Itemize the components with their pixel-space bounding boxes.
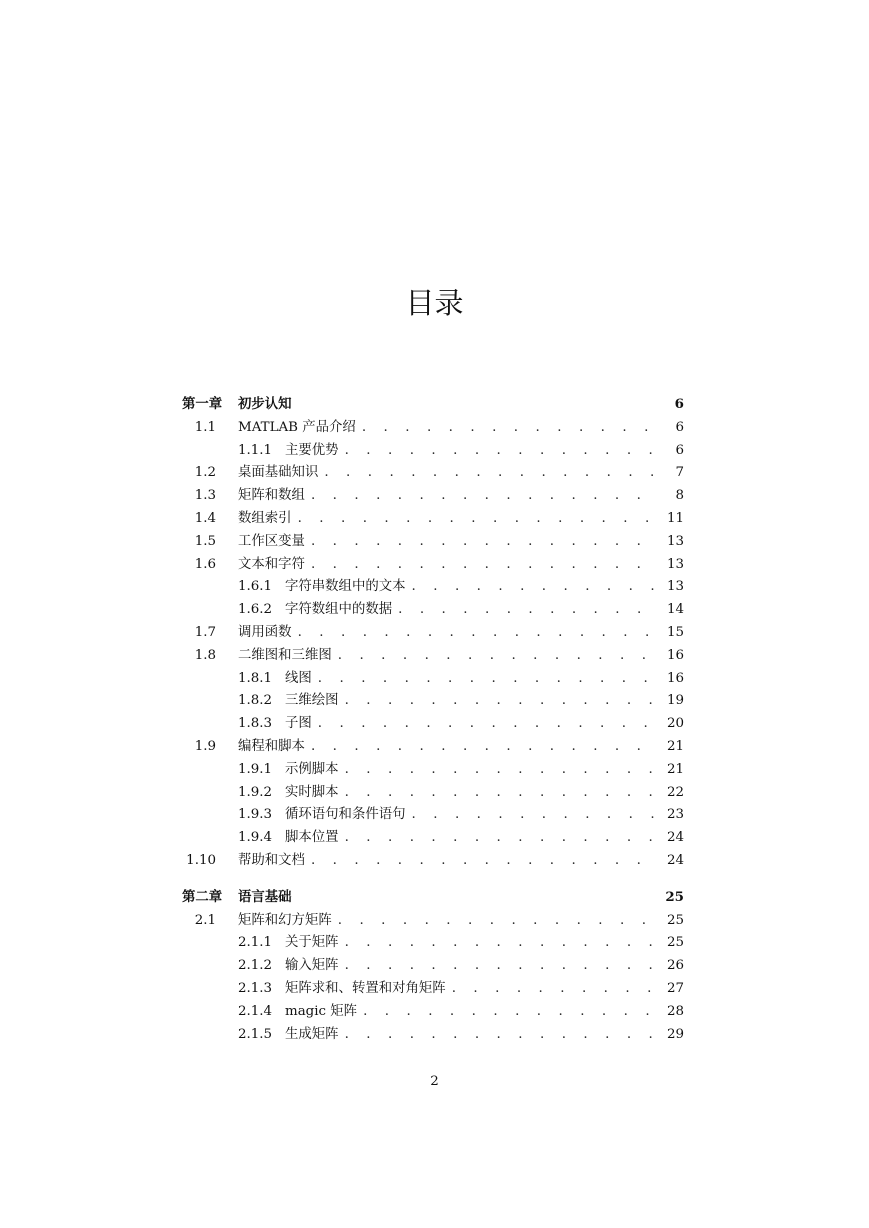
toc-entry-title: 实时脚本 <box>285 784 339 800</box>
toc-leader-dots <box>345 830 658 845</box>
toc-entry-section[interactable] <box>182 553 684 576</box>
toc-entry-page: 6 <box>674 396 684 412</box>
toc-entry-subsection[interactable] <box>182 667 684 690</box>
toc-leader-dots <box>345 693 658 708</box>
page-title: 目录 <box>405 286 464 320</box>
toc-entry-page: 6 <box>675 419 684 435</box>
toc-entry-number: 2.1.4 <box>238 1003 273 1019</box>
toc-leader-dots <box>311 557 658 572</box>
toc-entry-page: 13 <box>666 579 684 595</box>
page-number: 2 <box>430 1074 439 1089</box>
toc-entry-number: 1.9 <box>194 738 216 754</box>
toc-leader-dots <box>363 1004 658 1019</box>
toc-leader-dots <box>345 935 658 950</box>
toc-entry-subsection[interactable] <box>182 1000 684 1023</box>
toc-leader-dots <box>412 807 658 822</box>
toc-entry-number: 1.2 <box>194 465 216 481</box>
toc-entry-subsection[interactable] <box>182 826 684 849</box>
toc-leader-dots <box>298 511 658 526</box>
toc-entry-title: 线图 <box>285 670 312 686</box>
toc-entry-title: 桌面基础知识 <box>238 465 319 481</box>
toc-entry-subsection[interactable] <box>182 803 684 826</box>
toc-entry-number: 1.8.3 <box>238 716 273 732</box>
toc-entry-number: 2.1.2 <box>238 958 273 974</box>
toc-entry-page: 21 <box>666 761 684 777</box>
toc-entry-number: 第二章 <box>182 888 223 905</box>
toc-entry-page: 13 <box>666 556 684 572</box>
toc-entry-title: 编程和脚本 <box>238 738 305 754</box>
toc-entry-chapter[interactable] <box>182 393 684 416</box>
toc-entry-page: 16 <box>666 670 684 686</box>
toc-leader-dots <box>412 579 658 594</box>
toc-entry-title: 调用函数 <box>238 624 292 640</box>
toc-entry-title: 二维图和三维图 <box>238 647 332 663</box>
toc-entry-title: 矩阵和幻方矩阵 <box>238 912 332 928</box>
toc-entry-number: 1.1 <box>194 419 216 435</box>
toc-entry-subsection[interactable] <box>182 598 684 621</box>
toc-entry-number: 1.3 <box>194 488 216 504</box>
toc-entry-page: 11 <box>666 510 684 526</box>
toc-entry-number: 2.1 <box>194 912 216 928</box>
toc-entry-number: 1.4 <box>194 510 216 526</box>
toc-entry-section[interactable] <box>182 735 684 758</box>
toc-entry-page: 26 <box>666 958 684 974</box>
toc-entry-page: 16 <box>666 647 684 663</box>
toc-entry-page: 22 <box>666 784 684 800</box>
toc-entry-title: 工作区变量 <box>238 533 305 549</box>
toc-entry-title: 矩阵和数组 <box>238 488 305 504</box>
toc-entry-section[interactable] <box>182 484 684 507</box>
toc-entry-section[interactable] <box>182 461 684 484</box>
toc-entry-subsection[interactable] <box>182 712 684 735</box>
toc-leader-dots <box>345 1027 658 1042</box>
toc-leader-dots <box>324 465 658 480</box>
toc-leader-dots <box>298 625 658 640</box>
toc-leader-dots <box>311 534 658 549</box>
toc-entry-page: 8 <box>675 488 684 504</box>
toc-entry-number: 1.6.1 <box>238 579 273 595</box>
toc-entry-title: 语言基础 <box>238 888 292 905</box>
toc-entry-subsection[interactable] <box>182 781 684 804</box>
toc-entry-number: 2.1.3 <box>238 980 273 996</box>
toc-leader-dots <box>345 762 658 777</box>
toc-entry-number: 1.7 <box>194 624 216 640</box>
toc-entry-subsection[interactable] <box>182 1023 684 1046</box>
toc-leader-dots <box>345 785 658 800</box>
toc-leader-dots <box>311 488 658 503</box>
toc-entry-number: 1.8.2 <box>238 693 273 709</box>
toc-entry-title: 帮助和文档 <box>238 852 305 868</box>
toc-entry-title: 主要优势 <box>285 442 339 458</box>
toc-entry-subsection[interactable] <box>182 954 684 977</box>
toc-entry-number: 1.9.1 <box>238 761 273 777</box>
toc-entry-page: 13 <box>666 533 684 549</box>
toc-entry-section[interactable] <box>182 530 684 553</box>
toc-leader-dots <box>338 648 658 663</box>
toc-entry-page: 25 <box>666 935 684 951</box>
toc-entry-number: 1.5 <box>194 533 216 549</box>
toc-leader-dots <box>311 853 658 868</box>
toc-entry-page: 20 <box>666 716 684 732</box>
toc-entry-number: 1.6.2 <box>238 602 273 618</box>
toc-entry-page: 23 <box>666 807 684 823</box>
toc-entry-title: 文本和字符 <box>238 556 305 572</box>
toc-entry-number: 2.1.5 <box>238 1026 273 1042</box>
toc-entry-section[interactable] <box>182 507 684 530</box>
toc-entry-title: 示例脚本 <box>285 761 339 777</box>
toc-entry-subsection[interactable] <box>182 575 684 598</box>
toc-entry-number: 1.9.3 <box>238 807 273 823</box>
toc-entry-number: 1.9.4 <box>238 830 273 846</box>
toc-entry-subsection[interactable] <box>182 977 684 1000</box>
toc-entry-page: 28 <box>666 1003 684 1019</box>
toc-entry-page: 29 <box>666 1026 684 1042</box>
toc-entry-title: 初步认知 <box>238 396 292 412</box>
toc-entry-number: 1.8.1 <box>238 670 273 686</box>
toc-entry-page: 19 <box>666 693 684 709</box>
toc-entry-title: 三维绘图 <box>285 693 339 709</box>
toc-leader-dots <box>345 443 658 458</box>
toc-leader-dots <box>452 981 658 996</box>
toc-entry-chapter[interactable] <box>182 886 684 909</box>
toc-entry-title: magic 矩阵 <box>285 1003 358 1019</box>
toc-entry-page: 15 <box>666 624 684 640</box>
toc-entry-page: 24 <box>666 830 684 846</box>
toc-entry-title: 循环语句和条件语句 <box>285 807 406 823</box>
toc-leader-dots <box>345 958 658 973</box>
toc-leader-dots <box>318 671 658 686</box>
toc-entry-subsection[interactable] <box>182 758 684 781</box>
toc-entry-title: 子图 <box>285 716 312 732</box>
toc-entry-subsection[interactable] <box>182 931 684 954</box>
toc-entry-section[interactable] <box>182 644 684 667</box>
toc-entry-title: 输入矩阵 <box>285 958 339 974</box>
toc-entry-title: MATLAB 产品介绍 <box>238 419 356 435</box>
toc-entry-title: 字符串数组中的文本 <box>285 579 406 595</box>
toc-entry-number: 2.1.1 <box>238 935 273 951</box>
toc-entry-subsection[interactable] <box>182 689 684 712</box>
toc-entry-page: 6 <box>675 442 684 458</box>
toc-entry-number: 1.10 <box>186 852 216 868</box>
toc-entry-page: 25 <box>665 888 684 905</box>
toc-leader-dots <box>311 739 658 754</box>
toc-entry-section[interactable] <box>182 909 684 932</box>
toc-leader-dots <box>318 716 658 731</box>
toc-entry-page: 27 <box>666 980 684 996</box>
toc-entry-page: 24 <box>666 852 684 868</box>
toc-entry-page: 25 <box>666 912 684 928</box>
toc-entry-title: 字符数组中的数据 <box>285 602 393 618</box>
toc-entry-number: 1.1.1 <box>238 442 273 458</box>
toc-entry-section[interactable] <box>182 849 684 872</box>
toc-leader-dots <box>362 420 658 435</box>
toc-entry-title: 数组索引 <box>238 510 292 526</box>
toc-entry-page: 14 <box>666 602 684 618</box>
toc-entry-number: 1.6 <box>194 556 216 572</box>
toc-entry-section[interactable] <box>182 416 684 439</box>
toc-entry-page: 7 <box>675 465 684 481</box>
toc-leader-dots <box>398 602 658 617</box>
toc-entry-subsection[interactable] <box>182 439 684 462</box>
toc-entry-number: 1.8 <box>194 647 216 663</box>
toc-entry-number: 第一章 <box>182 396 223 412</box>
toc-entry-title: 脚本位置 <box>285 830 339 846</box>
toc-entry-title: 生成矩阵 <box>285 1026 339 1042</box>
toc-entry-title: 矩阵求和、转置和对角矩阵 <box>285 980 446 996</box>
toc-entry-number: 1.9.2 <box>238 784 273 800</box>
toc-entry-page: 21 <box>666 738 684 754</box>
table-of-contents <box>182 393 684 1045</box>
toc-leader-dots <box>338 913 658 928</box>
toc-entry-title: 关于矩阵 <box>285 935 339 951</box>
toc-entry-section[interactable] <box>182 621 684 644</box>
